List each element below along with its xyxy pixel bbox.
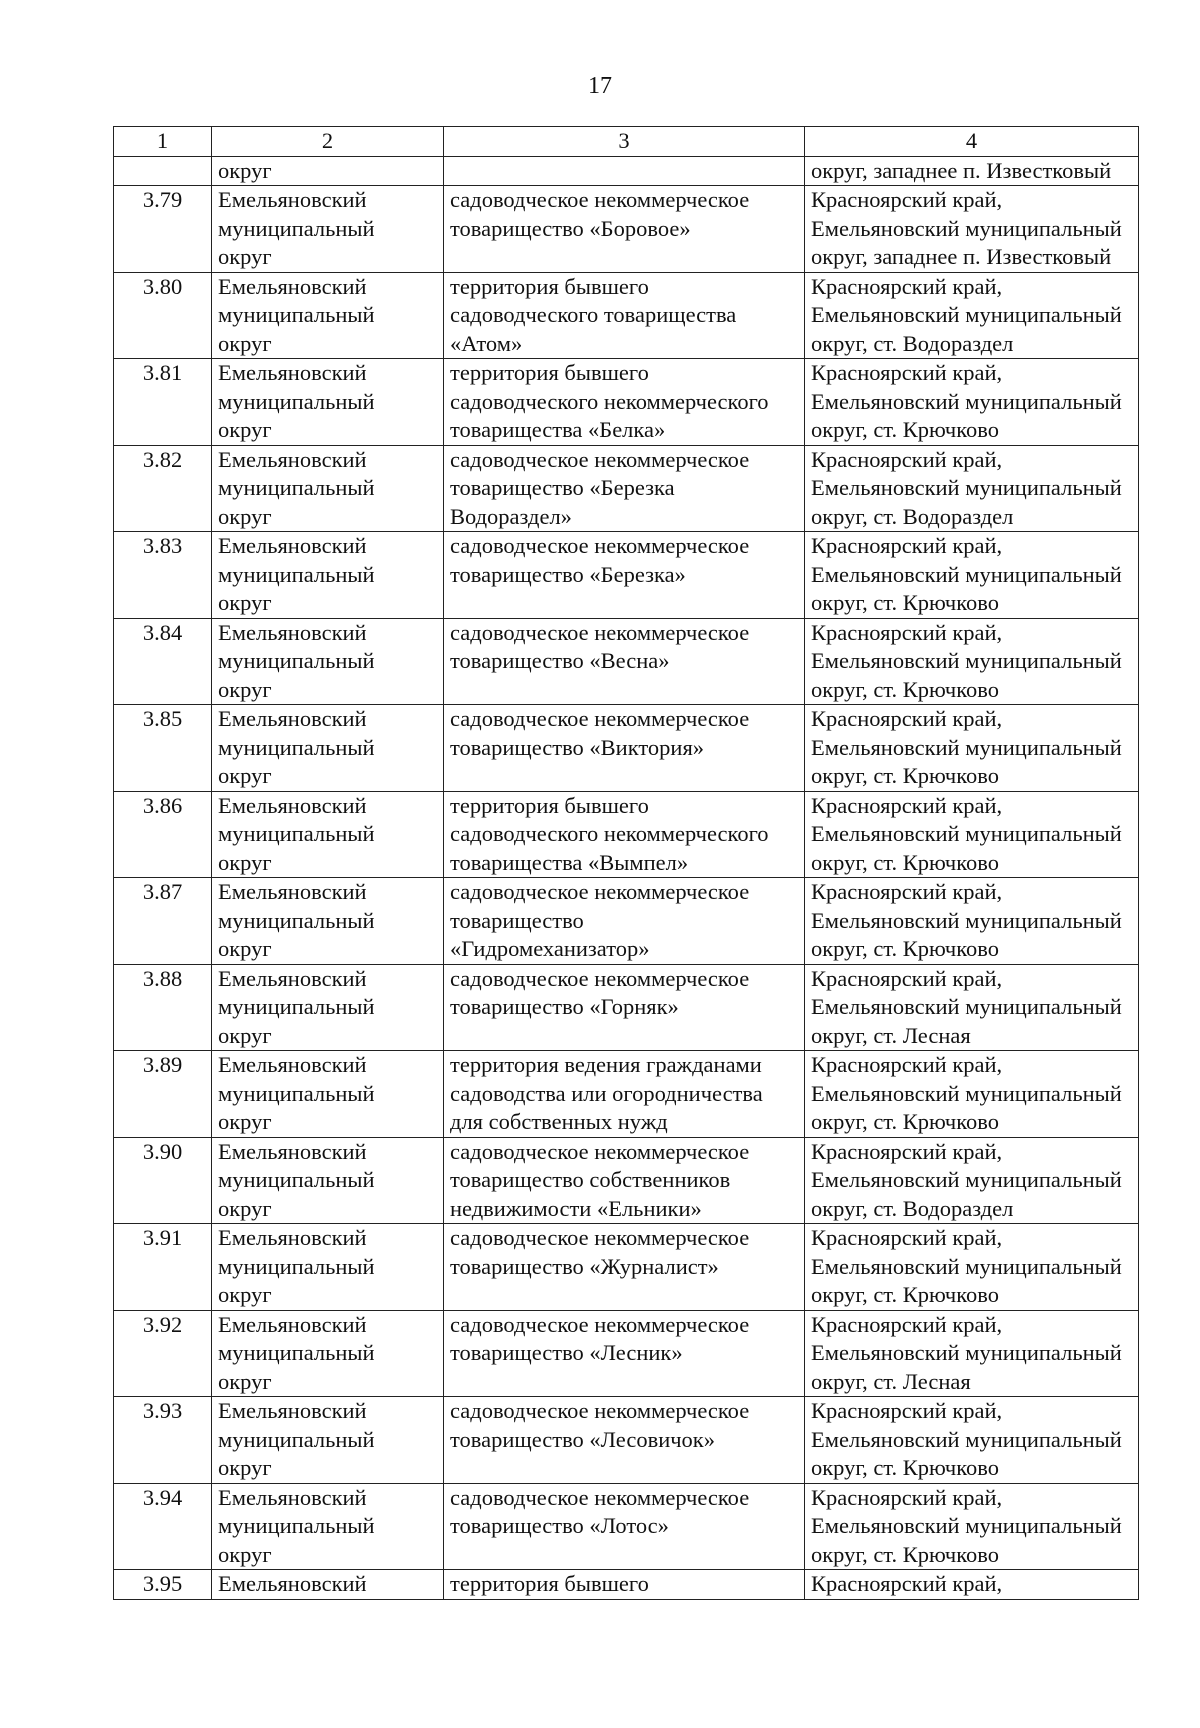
organization-name-cell-line: садоводческое некоммерческое <box>450 965 750 991</box>
district-cell <box>212 878 444 965</box>
location-cell-line: Красноярский край, <box>811 1311 1003 1337</box>
district-cell-line: муниципальный <box>218 734 375 760</box>
location-cell-line: Емельяновский муниципальный <box>811 1167 1122 1192</box>
district-cell-line: округ <box>218 157 272 183</box>
row-number-cell: 3.86 <box>114 791 212 878</box>
row-number-cell: 3.93 <box>114 1397 212 1484</box>
row-number-cell: 3.90 <box>114 1137 212 1224</box>
row-number-cell: 3.85 <box>114 705 212 792</box>
district-cell-line: муниципальный <box>218 907 375 933</box>
organization-name-cell <box>444 878 805 965</box>
row-number-cell: 3.92 <box>114 1310 212 1397</box>
district-cell-line: Емельяновский <box>218 619 367 645</box>
district-cell <box>212 1397 444 1484</box>
organization-name-cell-line: территория ведения гражданами <box>450 1052 762 1077</box>
district-cell-line: Емельяновский <box>218 792 367 818</box>
organization-name-cell <box>444 1570 805 1600</box>
column-header-2: 2 <box>212 127 444 157</box>
organization-name-cell <box>444 964 805 1051</box>
table-row <box>114 618 1139 705</box>
district-cell-line: округ <box>218 1282 272 1307</box>
location-cell-line: Емельяновский муниципальный <box>811 215 1122 241</box>
location-cell <box>805 1570 1139 1600</box>
district-cell-line: Емельяновский <box>218 1398 367 1423</box>
location-cell-line: округ, ст. Крючково <box>811 763 999 788</box>
district-cell-line: Емельяновский <box>218 187 367 212</box>
row-number-cell: 3.94 <box>114 1483 212 1570</box>
organization-name-cell-line: территория бывшего <box>450 1571 649 1596</box>
organization-name-cell-line: садоводческого товарищества <box>450 302 737 327</box>
location-cell <box>805 1310 1139 1397</box>
location-cell-line: Емельяновский муниципальный <box>811 907 1122 933</box>
location-cell-line: Красноярский край, <box>811 1398 1003 1423</box>
organization-name-cell <box>444 186 805 273</box>
location-cell-line: округ, ст. Водораздел <box>811 1195 1014 1221</box>
location-cell <box>805 532 1139 619</box>
table-row <box>114 878 1139 965</box>
location-cell-line: Емельяновский муниципальный <box>811 302 1122 327</box>
organization-name-cell <box>444 156 805 186</box>
district-cell <box>212 359 444 446</box>
district-cell-line: муниципальный <box>218 475 375 500</box>
location-cell-line: округ, ст. Крючково <box>811 590 999 615</box>
organization-name-cell-line: товарищество «Весна» <box>450 648 670 673</box>
organization-name-cell-line: садоводческого некоммерческого <box>450 821 769 846</box>
row-number-cell: 3.83 <box>114 532 212 619</box>
page-number: 17 <box>588 73 612 99</box>
location-cell-line: Емельяновский муниципальный <box>811 1513 1122 1538</box>
location-cell-line: Красноярский край, <box>811 1484 1003 1510</box>
location-cell-line: Красноярский край, <box>811 1138 1003 1164</box>
district-cell-line: округ <box>218 1455 272 1480</box>
district-cell-line: муниципальный <box>218 1167 375 1192</box>
organization-name-cell <box>444 532 805 619</box>
organization-name-cell <box>444 1483 805 1570</box>
organization-name-cell-line: садоводческое некоммерческое <box>450 619 750 645</box>
district-cell-line: округ <box>218 936 272 961</box>
location-cell-line: округ, ст. Крючково <box>811 1282 999 1307</box>
organization-name-cell <box>444 791 805 878</box>
organization-name-cell-line: «Гидромеханизатор» <box>450 936 650 961</box>
location-cell-line: Емельяновский муниципальный <box>811 1426 1122 1452</box>
district-cell <box>212 791 444 878</box>
table-row <box>114 186 1139 273</box>
district-cell-line: Емельяновский <box>218 1052 367 1077</box>
location-cell-line: округ, ст. Водораздел <box>811 503 1014 529</box>
organization-name-cell-line: садоводческого некоммерческого <box>450 388 769 414</box>
location-cell-line: округ, ст. Крючково <box>811 1455 999 1480</box>
district-cell-line: округ <box>218 1541 272 1567</box>
organization-name-cell <box>444 445 805 532</box>
district-cell-line: округ <box>218 1195 272 1221</box>
district-cell-line: округ <box>218 849 272 875</box>
location-cell <box>805 705 1139 792</box>
district-cell-line: муниципальный <box>218 1340 375 1365</box>
organization-name-cell-line: товарищество «Лесовичок» <box>450 1426 715 1452</box>
organization-name-cell <box>444 1397 805 1484</box>
district-cell-line: Емельяновский <box>218 446 367 472</box>
location-cell <box>805 964 1139 1051</box>
district-cell-line: округ <box>218 417 272 442</box>
district-cell-line: муниципальный <box>218 648 375 673</box>
location-cell-line: Красноярский край, <box>811 360 1003 385</box>
district-cell <box>212 1310 444 1397</box>
organization-name-cell-line: территория бывшего <box>450 792 649 818</box>
location-cell-line: округ, ст. Крючково <box>811 1541 999 1567</box>
district-cell-line: Емельяновский <box>218 1571 367 1596</box>
district-cell <box>212 964 444 1051</box>
location-cell <box>805 618 1139 705</box>
organization-name-cell-line: товарищества «Вымпел» <box>450 849 689 875</box>
district-cell <box>212 1570 444 1600</box>
table-body <box>114 127 1139 1600</box>
district-cell-line: Емельяновский <box>218 273 367 299</box>
location-cell <box>805 272 1139 359</box>
district-cell-line: округ <box>218 503 272 529</box>
district-cell-line: Емельяновский <box>218 360 367 385</box>
district-cell-line: округ <box>218 1022 272 1048</box>
location-cell-line: Красноярский край, <box>811 1571 1003 1596</box>
location-cell <box>805 156 1139 186</box>
organization-name-cell <box>444 272 805 359</box>
district-cell-line: округ <box>218 763 272 788</box>
location-cell-line: округ, ст. Крючково <box>811 1109 999 1134</box>
location-cell-line: округ, ст. Водораздел <box>811 330 1014 356</box>
organization-name-cell-line: недвижимости «Ельники» <box>450 1195 702 1221</box>
organization-name-cell-line: товарищество «Лесник» <box>450 1340 683 1365</box>
location-cell <box>805 1397 1139 1484</box>
district-cell-line: округ <box>218 330 272 356</box>
district-cell <box>212 272 444 359</box>
district-cell <box>212 1224 444 1311</box>
table-row <box>114 532 1139 619</box>
organization-name-cell-line: садоводческое некоммерческое <box>450 1311 750 1337</box>
table-row <box>114 272 1139 359</box>
district-cell <box>212 1483 444 1570</box>
table-row <box>114 359 1139 446</box>
location-cell-line: Емельяновский муниципальный <box>811 1340 1122 1365</box>
row-number-cell: 3.79 <box>114 186 212 273</box>
district-cell-line: муниципальный <box>218 1080 375 1106</box>
district-cell <box>212 156 444 186</box>
location-cell-line: Красноярский край, <box>811 792 1003 818</box>
location-cell <box>805 1483 1139 1570</box>
location-cell-line: Красноярский край, <box>811 446 1003 472</box>
district-cell <box>212 1137 444 1224</box>
organization-name-cell-line: территория бывшего <box>450 360 649 385</box>
column-header-4: 4 <box>805 127 1139 157</box>
location-cell-line: Красноярский край, <box>811 879 1003 904</box>
location-cell-line: округ, ст. Крючково <box>811 676 999 702</box>
organization-name-cell <box>444 1051 805 1138</box>
row-number-cell: 3.80 <box>114 272 212 359</box>
district-cell-line: Емельяновский <box>218 533 367 558</box>
table-row <box>114 1051 1139 1138</box>
district-cell-line: Емельяновский <box>218 879 367 904</box>
district-cell-line: муниципальный <box>218 821 375 846</box>
location-cell <box>805 1224 1139 1311</box>
table-row-continuation <box>114 156 1139 186</box>
row-number-cell: 3.87 <box>114 878 212 965</box>
table-row <box>114 1483 1139 1570</box>
organization-name-cell-line: товарищество «Горняк» <box>450 994 679 1019</box>
organization-name-cell-line: товарищество «Виктория» <box>450 734 705 760</box>
district-cell-line: муниципальный <box>218 1253 375 1279</box>
column-header-1: 1 <box>114 127 212 157</box>
column-header-3: 3 <box>444 127 805 157</box>
districts-table <box>113 126 1139 1600</box>
location-cell <box>805 445 1139 532</box>
organization-name-cell-line: товарищество «Березка» <box>450 561 686 587</box>
location-cell <box>805 1051 1139 1138</box>
organization-name-cell-line: товарищество собственников <box>450 1167 731 1192</box>
district-cell <box>212 445 444 532</box>
organization-name-cell-line: для собственных нужд <box>450 1109 668 1134</box>
location-cell-line: округ, ст. Лесная <box>811 1368 971 1394</box>
location-cell-line: Емельяновский муниципальный <box>811 734 1122 760</box>
organization-name-cell-line: садоводческое некоммерческое <box>450 533 750 558</box>
organization-name-cell-line: товарищество «Березка <box>450 475 675 500</box>
district-cell-line: Емельяновский <box>218 1484 367 1510</box>
district-cell-line: муниципальный <box>218 302 375 327</box>
row-number-cell: 3.84 <box>114 618 212 705</box>
organization-name-cell-line: садоводческое некоммерческое <box>450 446 750 472</box>
row-number-cell: 3.95 <box>114 1570 212 1600</box>
district-cell-line: муниципальный <box>218 1426 375 1452</box>
row-number-cell: 3.91 <box>114 1224 212 1311</box>
district-cell-line: округ <box>218 1109 272 1134</box>
organization-name-cell <box>444 618 805 705</box>
location-cell-line: округ, западнее п. Известковый <box>811 157 1112 183</box>
organization-name-cell-line: садоводческое некоммерческое <box>450 706 750 731</box>
organization-name-cell-line: «Атом» <box>450 330 523 356</box>
organization-name-cell-line: товарищество «Журналист» <box>450 1253 719 1279</box>
district-cell <box>212 186 444 273</box>
table-row <box>114 1397 1139 1484</box>
table-row <box>114 445 1139 532</box>
location-cell-line: Емельяновский муниципальный <box>811 1080 1122 1106</box>
location-cell-line: округ, западнее п. Известковый <box>811 244 1112 269</box>
district-cell-line: муниципальный <box>218 994 375 1019</box>
location-cell-line: Емельяновский муниципальный <box>811 648 1122 673</box>
district-cell <box>212 1051 444 1138</box>
organization-name-cell-line: садоводческое некоммерческое <box>450 1398 750 1423</box>
district-cell-line: Емельяновский <box>218 1311 367 1337</box>
location-cell-line: Красноярский край, <box>811 187 1003 212</box>
district-cell-line: округ <box>218 676 272 702</box>
location-cell-line: округ, ст. Лесная <box>811 1022 971 1048</box>
row-number-cell <box>114 156 212 186</box>
organization-name-cell-line: садоводческое некоммерческое <box>450 1484 750 1510</box>
organization-name-cell <box>444 1310 805 1397</box>
organization-name-cell-line: садоводческое некоммерческое <box>450 879 750 904</box>
organization-name-cell <box>444 1137 805 1224</box>
table-row <box>114 791 1139 878</box>
location-cell-line: Красноярский край, <box>811 1052 1003 1077</box>
row-number-cell: 3.82 <box>114 445 212 532</box>
row-number-cell: 3.81 <box>114 359 212 446</box>
district-cell-line: муниципальный <box>218 215 375 241</box>
table-row <box>114 964 1139 1051</box>
district-cell <box>212 618 444 705</box>
organization-name-cell <box>444 1224 805 1311</box>
district-cell-line: округ <box>218 1368 272 1394</box>
district-cell-line: Емельяновский <box>218 706 367 731</box>
district-cell-line: муниципальный <box>218 561 375 587</box>
location-cell <box>805 359 1139 446</box>
location-cell-line: Красноярский край, <box>811 1225 1003 1250</box>
organization-name-cell-line: территория бывшего <box>450 273 649 299</box>
location-cell-line: Емельяновский муниципальный <box>811 561 1122 587</box>
organization-name-cell-line: товарищество <box>450 907 584 933</box>
organization-name-cell-line: садоводческое некоммерческое <box>450 187 750 212</box>
organization-name-cell-line: товарищество «Боровое» <box>450 215 691 241</box>
district-cell-line: муниципальный <box>218 388 375 414</box>
district-cell-line: округ <box>218 590 272 615</box>
location-cell-line: Емельяновский муниципальный <box>811 475 1122 500</box>
location-cell <box>805 186 1139 273</box>
location-cell-line: округ, ст. Крючково <box>811 417 999 442</box>
district-cell-line: Емельяновский <box>218 1138 367 1164</box>
organization-name-cell-line: товарищества «Белка» <box>450 417 666 442</box>
district-cell-line: Емельяновский <box>218 1225 367 1250</box>
table-header-row <box>114 127 1139 157</box>
location-cell-line: округ, ст. Крючково <box>811 936 999 961</box>
organization-name-cell-line: садоводческое некоммерческое <box>450 1225 750 1250</box>
organization-name-cell <box>444 359 805 446</box>
table-row-partial <box>114 1570 1139 1600</box>
district-cell <box>212 705 444 792</box>
location-cell-line: округ, ст. Крючково <box>811 849 999 875</box>
table-row <box>114 1137 1139 1224</box>
district-cell-line: муниципальный <box>218 1513 375 1538</box>
location-cell <box>805 791 1139 878</box>
location-cell <box>805 878 1139 965</box>
location-cell-line: Красноярский край, <box>811 706 1003 731</box>
organization-name-cell-line: садоводства или огородничества <box>450 1080 763 1106</box>
location-cell-line: Красноярский край, <box>811 533 1003 558</box>
organization-name-cell <box>444 705 805 792</box>
organization-name-cell-line: товарищество «Лотос» <box>450 1513 669 1538</box>
organization-name-cell-line: Водораздел» <box>450 503 572 529</box>
location-cell-line: Емельяновский муниципальный <box>811 388 1122 414</box>
district-cell-line: округ <box>218 244 272 269</box>
location-cell-line: Красноярский край, <box>811 965 1003 991</box>
location-cell-line: Емельяновский муниципальный <box>811 1253 1122 1279</box>
location-cell-line: Емельяновский муниципальный <box>811 821 1122 846</box>
row-number-cell: 3.89 <box>114 1051 212 1138</box>
organization-name-cell-line: садоводческое некоммерческое <box>450 1138 750 1164</box>
district-cell-line: Емельяновский <box>218 965 367 991</box>
table-row <box>114 1224 1139 1311</box>
location-cell-line: Красноярский край, <box>811 273 1003 299</box>
district-cell <box>212 532 444 619</box>
location-cell-line: Красноярский край, <box>811 619 1003 645</box>
location-cell <box>805 1137 1139 1224</box>
row-number-cell: 3.88 <box>114 964 212 1051</box>
table-row <box>114 1310 1139 1397</box>
table-row <box>114 705 1139 792</box>
location-cell-line: Емельяновский муниципальный <box>811 994 1122 1019</box>
